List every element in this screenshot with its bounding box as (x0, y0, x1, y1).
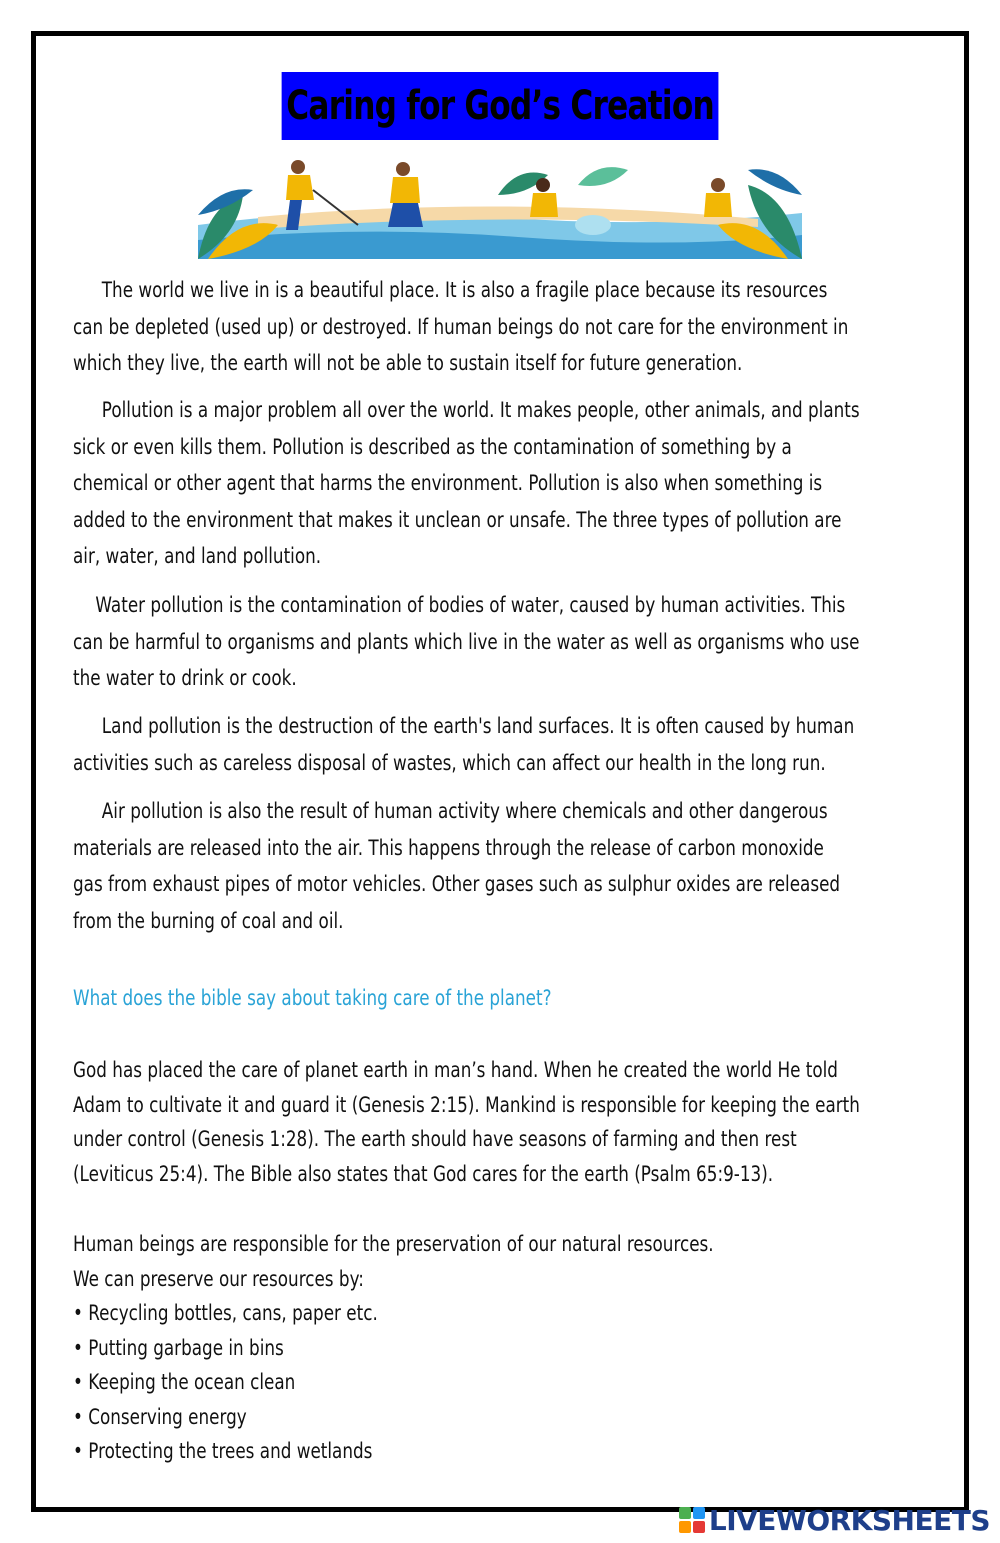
liveworksheets-logo-icon (679, 1507, 705, 1533)
list-item: • Recycling bottles, cans, paper etc. (73, 1296, 378, 1331)
paragraph-line: the water to drink or cook. (73, 666, 297, 690)
paragraph-line: materials are released into the air. This happens through the release of carbon monoxide (73, 835, 824, 860)
paragraph-intro (73, 272, 849, 382)
paragraph-line: sick or even kills them. Pollution is described as the contamination of something by a (73, 434, 792, 459)
paragraph-line: Air pollution is also the result of human activity where chemicals and other dangerous (101, 799, 828, 823)
bible-question-heading: What does the bible say about taking care of the planet? (73, 986, 552, 1010)
paragraph-land-pollution (73, 708, 855, 781)
paragraph-line: Land pollution is the destruction of the earth's land surfaces. It is often caused by human (101, 714, 855, 738)
paragraph-line: which they live, the earth will not be able to sustain itself for future generation. (73, 351, 743, 375)
preserve-intro-line: We can preserve our resources by: (73, 1266, 364, 1291)
paragraph-pollution (73, 392, 860, 575)
title-wrap (0, 72, 1000, 140)
paragraph-line: activities such as careless disposal of wastes, which can affect our health in the long run. (73, 750, 826, 775)
liveworksheets-watermark (679, 1503, 990, 1537)
preserve-intro-line: Human beings are responsible for the preservation of our natural resources. (73, 1232, 714, 1256)
paragraph-bible (73, 1053, 860, 1191)
paragraph-line: can be depleted (used up) or destroyed. If human beings do not care for the environment in (73, 314, 849, 339)
paragraph-line: gas from exhaust pipes of motor vehicles. Other gases such as sulphur oxides are released (73, 872, 841, 896)
list-item: • Keeping the ocean clean (73, 1365, 378, 1400)
paragraph-line: chemical or other agent that harms the environment. Pollution is also when something is (73, 471, 823, 495)
preserve-bullet-list (73, 1296, 378, 1469)
list-item: • Putting garbage in bins (73, 1331, 378, 1366)
paragraph-line: added to the environment that makes it unclean or unsafe. The three types of pollution are (73, 507, 842, 532)
preserve-intro (73, 1227, 761, 1296)
list-item: • Conserving energy (73, 1400, 378, 1435)
paragraph-line: Water pollution is the contamination of bodies of water, caused by human activities. This (95, 593, 846, 617)
paragraph-line: Adam to cultivate it and guard it (Genesis 2:15). Mankind is responsible for keeping the earth (73, 1092, 860, 1117)
people-cleaning-beach-illustration (198, 155, 802, 259)
paragraph-line: (Leviticus 25:4). The Bible also states that God cares for the earth (Psalm 65:9-13). (73, 1161, 774, 1186)
paragraph-water-pollution (73, 587, 860, 697)
page-title: Caring for God’s Creation (282, 72, 719, 140)
paragraph-line: God has placed the care of planet earth in man’s hand. When he created the world He told (73, 1058, 838, 1082)
paragraph-line: The world we live in is a beautiful place. It is also a fragile place because its resources (101, 278, 828, 302)
paragraph-line: air, water, and land pollution. (73, 544, 322, 568)
list-item: • Protecting the trees and wetlands (73, 1434, 378, 1469)
paragraph-line: under control (Genesis 1:28). The earth should have seasons of farming and then rest (73, 1127, 797, 1151)
paragraph-line: can be harmful to organisms and plants which live in the water as well as organisms who use (73, 629, 860, 654)
paragraph-line: Pollution is a major problem all over the world. It makes people, other animals, and plants (101, 398, 860, 422)
paragraph-air-pollution (73, 793, 841, 939)
paragraph-line: from the burning of coal and oil. (73, 908, 344, 933)
watermark-text: LIVEWORKSHEETS (708, 1503, 990, 1537)
